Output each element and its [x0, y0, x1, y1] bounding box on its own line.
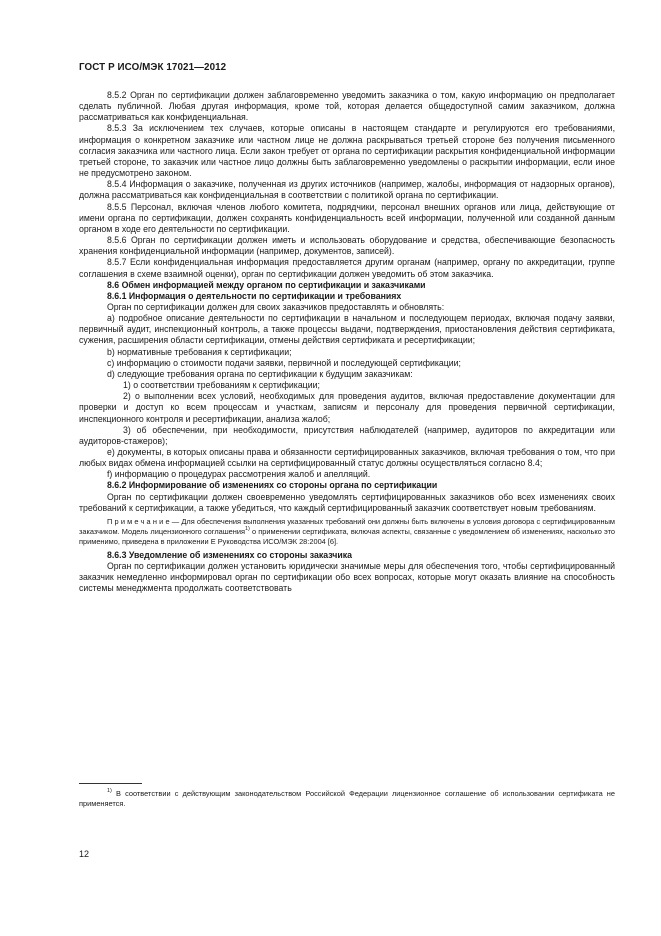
section-heading: 8.6.1 Информация о деятельности по сертификации и требованиях [107, 290, 402, 301]
note [79, 517, 615, 547]
paragraph: b) нормативные требования к сертификации; [107, 346, 292, 357]
paragraph: c) информацию о стоимости подачи заявки, первичной и последующей сертификации; [107, 357, 461, 368]
paragraph: Орган по сертификации должен установить юридически значимые меры для обеспечения того, чтобы сертифицированный заказчик немедленно информировал орган по сертификации обо всех вопросах, которые могут оказать влияние на способность системы менеджмента продолжать соответствовать [79, 561, 615, 594]
paragraph: Орган по сертификации должен своевременно уведомлять сертифицированных заказчиков обо всех изменениях своих требований к сертификации, а также убедиться, что каждый сертифицированный заказчик соответствует новым требованиям. [79, 491, 615, 513]
footnote-divider [79, 783, 142, 784]
paragraph: 8.5.2 Орган по сертификации должен заблаговременно уведомить заказчика о том, какую информацию он предполагает сделать публичной. Любая другая информация, кроме той, которая делается общедоступной самим заказчиком, должна рассматриваться как конфиденциальная. [79, 90, 615, 123]
note-text-continued: о применении сертификата, включая аспекты, связанные с уведомлением об изменениях, насколько это применимо, приведена в приложении Е Руководства ИСО/МЭК 28:2004 [6]. [79, 526, 615, 546]
paragraph: a) подробное описание деятельности по сертификации в начальном и последующем периодах, включая подачу заявки, первичный аудит, инспекционный контроль, а также процессы выдачи, подтверждения, приостановления действия сертификата, сужения, расширения области сертификации, отмены действия сертификата и ресертификации; [79, 313, 615, 346]
footnote-marker: 1) [107, 788, 112, 794]
paragraph: 8.5.5 Персонал, включая членов любого комитета, подрядчики, персонал внешних органов или лица, действующие от имени органа по сертификации, должен сохранять конфиденциальность всей информации, полученной или созданной данным органом в ходе его деятельности по сертификации. [79, 201, 615, 234]
paragraph: 8.5.7 Если конфиденциальная информация предоставляется другим органам (например, органу по аккредитации, группе соглашения в схеме взаимной оценки), орган по сертификации должен уведомить об этом заказчика. [79, 257, 615, 279]
note-label: Примечание [107, 516, 172, 526]
sub-list-item: 1) о соответствии требованиям к сертификации; [123, 380, 320, 391]
section-heading: 8.6.3 Уведомление об изменениях со стороны заказчика [107, 549, 352, 560]
section-heading: 8.6.2 Информирование об изменениях со стороны органа по сертификации [107, 480, 438, 491]
document-header: ГОСТ Р ИСО/МЭК 17021—2012 [79, 62, 227, 73]
document-body [79, 90, 615, 595]
paragraph: d) следующие требования органа по сертификации к будущим заказчикам: [107, 368, 413, 379]
footnote [79, 789, 615, 809]
paragraph: 8.5.3 За исключением тех случаев, которые описаны в настоящем стандарте и регулируются его требованиями, информация о конкретном заказчике или частном лице не должна раскрываться третьей стороне без получения письменного согласия заказчика или частного лица. Если закон требует от органа по сертификации раскрытия конфиденциальной информации третьей стороне, то заказчик или частное лицо должны быть заблаговременно уведомлены о раскрытии информации, если иное не предусмотрено законом. [79, 123, 615, 179]
page-number: 12 [79, 849, 90, 859]
paragraph: 8.5.4 Информация о заказчике, полученная из других источников (например, жалобы, информация от надзорных органов), должна рассматриваться как конфиденциальная в соответствии с политикой органа по сертификации. [79, 179, 615, 201]
paragraph: f) информацию о процедурах рассмотрения жалоб и апелляций. [107, 469, 371, 480]
footnote-text: В соответствии с действующим законодательством Российской Федерации лицензионное соглашение об использовании сертификата не применяется. [79, 789, 616, 808]
sub-list-item: 2) о выполнении всех условий, необходимых для проведения аудитов, включая предоставление документации для проверки и доступ ко всем процессам и участкам, записям и персоналу для проведения первичной сертификации, инспекционного контроля и ресертификации, анализа жалоб; [79, 391, 615, 424]
footnote-reference: 1) [245, 525, 250, 532]
paragraph: e) документы, в которых описаны права и обязанности сертифицированных заказчиков, включая требования о том, что при любых видах обмена информацией ссылки на сертифицированный статус должны осуществляться согласно 8.4; [79, 447, 615, 469]
paragraph: Орган по сертификации должен для своих заказчиков предоставлять и обновлять: [107, 301, 445, 312]
note-text: — Для обеспечения выполнения указанных требований они должны быть включены в условия договора с сертифицированным заказчиком. Модель лицензионного соглашения [79, 516, 615, 536]
paragraph: 8.5.6 Орган по сертификации должен иметь и использовать оборудование и средства, обеспечивающие безопасность хранения конфиденциальной информации (например, документов, записей). [79, 235, 615, 257]
document-page [79, 62, 615, 595]
sub-list-item: 3) об обеспечении, при необходимости, присутствия наблюдателей (например, аудиторов по аккредитации или аудиторов-стажеров); [79, 424, 615, 446]
section-heading: 8.6 Обмен информацией между органом по сертификации и заказчиками [107, 279, 426, 290]
